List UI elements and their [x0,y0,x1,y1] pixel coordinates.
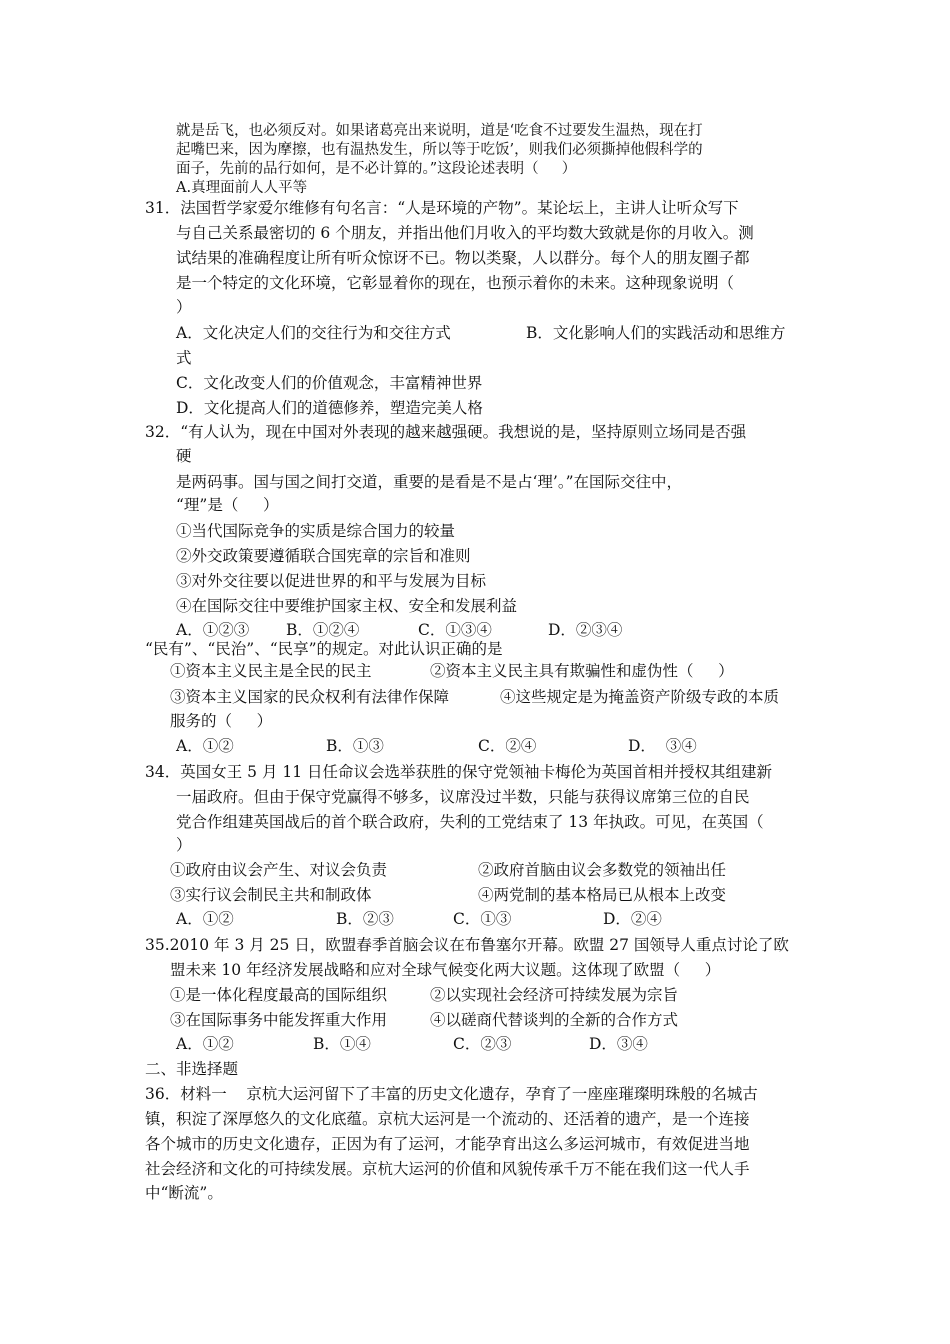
q34-statement-1: ①政府由议会产生、对议会负责 [170,861,388,879]
q36-line4: 社会经济和文化的可持续发展。京杭大运河的价值和风貌传承千万不能在我们这一代人手 [145,1160,750,1178]
q32-statement-3: ③对外交往要以促进世界的和平与发展为目标 [176,572,487,590]
q34-line4: ） [176,836,192,854]
q35-line1: 35.2010 年 3 月 25 日，欧盟春季首脑会议在布鲁塞尔开幕。欧盟 27 国领导人重点讨论了欧 [145,936,789,954]
q33-option-c: C．②④ [478,737,537,755]
q32-line1: 32．“有人认为，现在中国对外表现的越来越强硬。我想说的是，坚持原则立场同是否强 [145,423,747,441]
q34-option-a: A．①② [176,910,234,928]
q34-statement-3: ③实行议会制民主共和制政体 [170,886,372,904]
q31-line5: ） [176,298,192,316]
q31-option-c: C．文化改变人们的价值观念，丰富精神世界 [176,374,483,392]
q34-line1: 34．英国女王 5 月 11 日任命议会选举获胜的保守党领袖卡梅伦为英国首相并授权其组建新 [145,763,773,781]
section-heading: 二、非选择题 [145,1060,239,1078]
q33-statement-4-cont: 服务的（ ） [170,712,273,730]
q34-option-b: B．②③ [336,910,394,928]
q33-option-d: D． ③④ [628,737,697,755]
q35-option-b: B．①④ [313,1035,371,1053]
q34-statement-2: ②政府首脑由议会多数党的领袖出任 [478,861,727,879]
q31-line3: 试结果的准确程度让所有听众惊讶不已。物以类聚，人以群分。每个人的朋友圈子都 [176,249,750,267]
q31-option-d: D．文化提高人们的道德修养，塑造完美人格 [176,399,483,417]
q35-option-c: C．②③ [453,1035,512,1053]
q34-line3: 党合作组建英国战后的首个联合政府，失利的工党结束了 13 年执政。可见，在英国（ [176,813,764,831]
q33-statement-1: ①资本主义民主是全民的民主 [170,662,372,680]
q31-option-b-cont: 式 [176,349,192,367]
q32-line4: “理”是（ ） [176,496,279,514]
q33-statement-4: ④这些规定是为掩盖资产阶级专政的本质 [500,688,780,706]
q30-line3: 面子，先前的品行如何，是不必计算的。”这段论述表明（ ） [176,161,577,177]
q36-line1: 36．材料一 京杭大运河留下了丰富的历史文化遗存，孕育了一座座璀璨明珠般的名城古 [145,1085,758,1103]
q31-option-a: A．文化决定人们的交往行为和交往方式 [176,324,451,342]
q32-line3: 是两码事。国与国之间打交道，重要的是看是不是占‘理’。”在国际交往中， [176,473,683,491]
q35-option-d: D．③④ [589,1035,648,1053]
q33-statement-3: ③资本主义国家的民众权利有法律作保障 [170,688,450,706]
q35-line2: 盟未来 10 年经济发展战略和应对全球气候变化两大议题。这体现了欧盟（ ） [170,961,721,979]
q33-statement-2: ②资本主义民主具有欺骗性和虚伪性（ ） [430,662,734,680]
q32-line2: 硬 [176,447,192,465]
q33-line1: “民有”、“民治”、“民享”的规定。对此认识正确的是 [145,640,503,658]
q36-line3: 各个城市的历史文化遗存，正因为有了运河，才能孕育出这么多运河城市，有效促进当地 [145,1135,750,1153]
q32-statement-1: ①当代国际竞争的实质是综合国力的较量 [176,522,456,540]
q34-statement-4: ④两党制的基本格局已从根本上改变 [478,886,727,904]
q31-option-b: B．文化影响人们的实践活动和思维方 [526,324,786,342]
q35-statement-1: ①是一体化程度最高的国际组织 [170,986,388,1004]
q36-line5: 中“断流”。 [145,1184,223,1202]
q35-statement-2: ②以实现社会经济可持续发展为宗旨 [430,986,679,1004]
q34-option-d: D．②④ [603,910,662,928]
q35-statement-3: ③在国际事务中能发挥重大作用 [170,1011,388,1029]
q35-option-a: A．①② [176,1035,234,1053]
q32-statement-4: ④在国际交往中要维护国家主权、安全和发展利益 [176,597,518,615]
q32-option-b: B．①②④ [286,621,360,639]
q33-option-a: A．①② [176,737,234,755]
q34-line2: 一届政府。但由于保守党赢得不够多，议席没过半数，只能与获得议席第三位的自民 [176,788,750,806]
q30-line2: 起嘴巴来，因为摩擦，也有温热发生，所以等于吃饭’，则我们必须撕掉他假科学的 [176,142,703,158]
q32-option-d: D．②③④ [548,621,623,639]
q32-statement-2: ②外交政策要遵循联合国宪章的宗旨和准则 [176,547,471,565]
q33-option-b: B．①③ [326,737,384,755]
q36-line2: 镇，积淀了深厚悠久的文化底蕴。京杭大运河是一个流动的、还活着的遗产，是一个连接 [145,1110,750,1128]
q34-option-c: C．①③ [453,910,512,928]
q32-option-a: A．①②③ [176,621,250,639]
q35-statement-4: ④以磋商代替谈判的全新的合作方式 [430,1011,679,1029]
q32-option-c: C．①③④ [418,621,492,639]
q30-option-a: A.真理面前人人平等 [176,180,308,196]
q31-line2: 与自己关系最密切的 6 个朋友，并指出他们月收入的平均数大致就是你的月收入。测 [176,224,754,242]
q30-line1: 就是岳飞，也必须反对。如果诸葛亮出来说明，道是‘吃食不过要发生温热，现在打 [176,123,703,139]
q31-line1: 31．法国哲学家爱尔维修有句名言：“人是环境的产物”。某论坛上，主讲人让听众写下 [145,199,739,217]
q31-line4: 是一个特定的文化环境，它彰显着你的现在，也预示着你的未来。这种现象说明（ [176,274,735,292]
